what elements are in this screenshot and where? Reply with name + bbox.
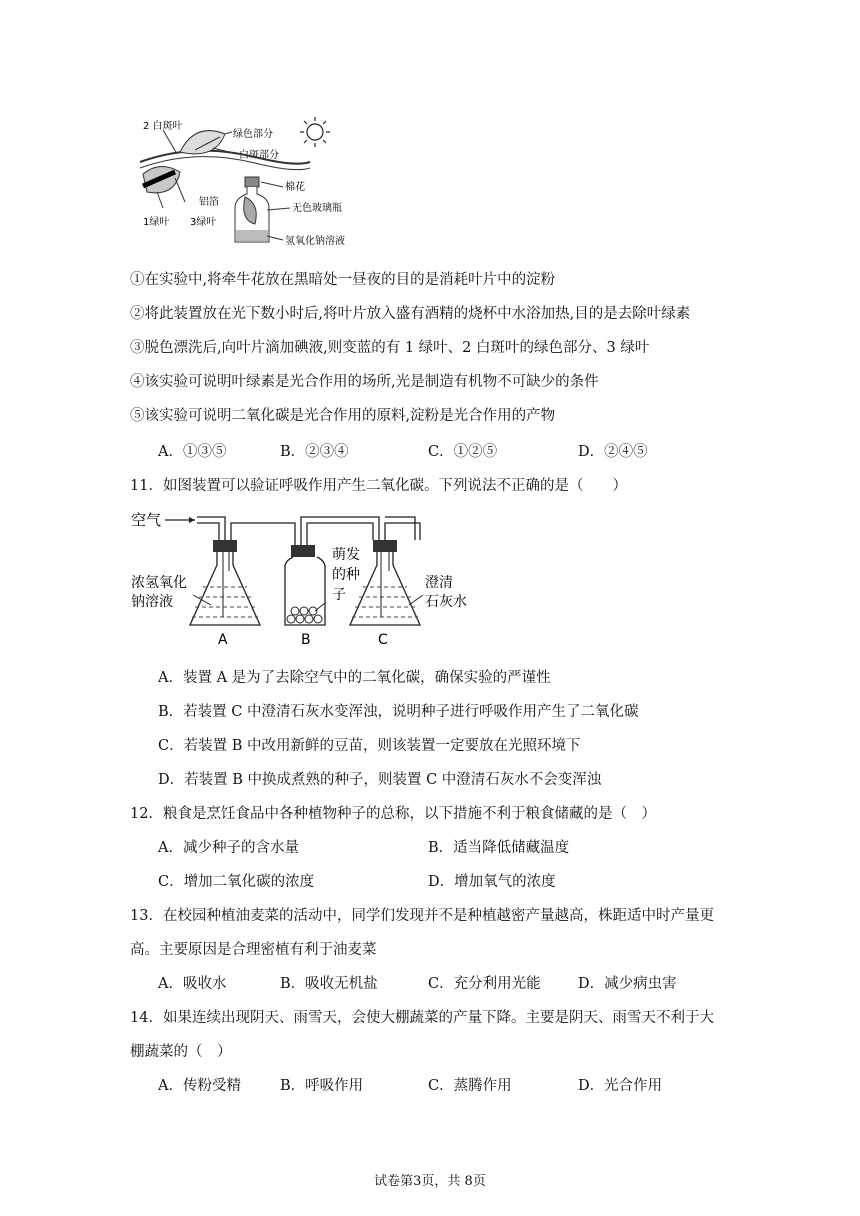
q14-stem-line2: 棚蔬菜的（ ） xyxy=(130,1044,232,1060)
q11-stem: 11．如图装置可以验证呼吸作用产生二氧化碳。下列说法不正确的是（ ） xyxy=(130,478,627,494)
label-c: C xyxy=(378,632,388,648)
q10-option-b: B．②③④ xyxy=(280,444,349,460)
flask-a xyxy=(190,540,260,625)
glass-bottle xyxy=(235,177,290,242)
label-lime-2: 石灰水 xyxy=(425,594,467,610)
statement-5: ⑤该实验可说明二氧化碳是光合作用的原料,淀粉是光合作用的产物 xyxy=(130,408,556,424)
statement-1: ①在实验中,将牵牛花放在黑暗处一昼夜的目的是消耗叶片中的淀粉 xyxy=(130,272,556,288)
label-leaf2: 2 白斑叶 xyxy=(143,121,183,132)
q11-option-d: D．若装置 B 中换成煮熟的种子，则装置 C 中澄清石灰水不会变浑浊 xyxy=(158,772,602,788)
label-seed-2: 的种 xyxy=(332,567,360,583)
page-footer: 试卷第3页，共 8页 xyxy=(374,1174,486,1189)
q11-option-c: C．若装置 B 中改用新鲜的豆苗，则该装置一定要放在光照环境下 xyxy=(158,738,581,754)
q10-option-c: C．①②⑤ xyxy=(428,444,498,460)
q12-option-c: C．增加二氧化碳的浓度 xyxy=(158,874,315,890)
sun-icon xyxy=(300,117,330,147)
statement-3: ③脱色漂洗后,向叶片滴加碘液,则变蓝的有 1 绿叶、2 白斑叶的绿色部分、3 绿叶 xyxy=(130,340,650,356)
q14-option-b: B．呼吸作用 xyxy=(280,1078,364,1094)
bottle-b xyxy=(285,545,325,625)
q14-stem-line1: 14．如果连续出现阴天、雨雪天，会使大棚蔬菜的产量下降。主要是阴天、雨雪天不利于大 xyxy=(130,1010,714,1026)
label-air: 空气 xyxy=(131,511,162,529)
q13-stem-line2: 高。主要原因是合理密植有利于油麦菜 xyxy=(130,942,377,958)
q12-option-d: D．增加氧气的浓度 xyxy=(428,874,556,890)
label-leaf3: 3绿叶 xyxy=(190,217,217,228)
q13-option-c: C．充分利用光能 xyxy=(428,976,541,992)
q14-option-a: A．传粉受精 xyxy=(158,1078,241,1094)
label-leaf1: 1绿叶 xyxy=(143,217,170,228)
label-naoh-2: 钠溶液 xyxy=(131,594,173,610)
q10-option-d: D．②④⑤ xyxy=(578,444,648,460)
label-green-part: 绿色部分 xyxy=(233,129,273,140)
q14-option-d: D．光合作用 xyxy=(578,1078,663,1094)
label-b: B xyxy=(301,632,311,648)
statement-4: ④该实验可说明叶绿素是光合作用的场所,光是制造有机物不可缺少的条件 xyxy=(130,374,599,390)
statement-2: ②将此装置放在光下数小时后,将叶片放入盛有酒精的烧杯中水浴加热,目的是去除叶绿素 xyxy=(130,306,691,322)
q10-option-a: A．①③⑤ xyxy=(158,444,227,460)
q13-option-a: A．吸收水 xyxy=(158,976,227,992)
label-cotton: 棉花 xyxy=(285,182,305,193)
q13-stem-line1: 13．在校园种植油麦菜的活动中，同学们发现并不是种植越密产量越高，株距适中时产量更 xyxy=(130,908,714,924)
label-lime-1: 澄清 xyxy=(425,575,453,591)
label-naoh: 氢氧化钠溶液 xyxy=(285,236,345,247)
q12-stem: 12．粮食是烹饪食品中各种植物种子的总称，以下措施不利于粮食储藏的是（ ） xyxy=(130,806,656,822)
label-bottle: 无色玻璃瓶 xyxy=(292,203,342,214)
leaf-experiment-figure xyxy=(135,112,370,252)
label-foil: 铝箔 xyxy=(199,197,219,208)
q11-option-b: B．若装置 C 中澄清石灰水变浑浊，说明种子进行呼吸作用产生了二氧化碳 xyxy=(158,704,639,720)
q14-option-c: C．蒸腾作用 xyxy=(428,1078,512,1094)
q11-option-a: A．装置 A 是为了去除空气中的二氧化碳，确保实验的严谨性 xyxy=(158,670,551,686)
respiration-apparatus-figure xyxy=(125,505,480,650)
label-white-part: 白斑部分 xyxy=(239,150,279,161)
label-a: A xyxy=(218,632,228,648)
label-seed-3: 子 xyxy=(332,587,346,603)
q13-option-d: D．减少病虫害 xyxy=(578,976,677,992)
flask-c xyxy=(350,540,420,625)
label-naoh-1: 浓氢氧化 xyxy=(131,575,187,591)
label-seed-1: 萌发 xyxy=(332,547,360,563)
q12-option-b: B．适当降低储藏温度 xyxy=(428,840,570,856)
q12-option-a: A．减少种子的含水量 xyxy=(158,840,299,856)
q13-option-b: B．吸收无机盐 xyxy=(280,976,378,992)
